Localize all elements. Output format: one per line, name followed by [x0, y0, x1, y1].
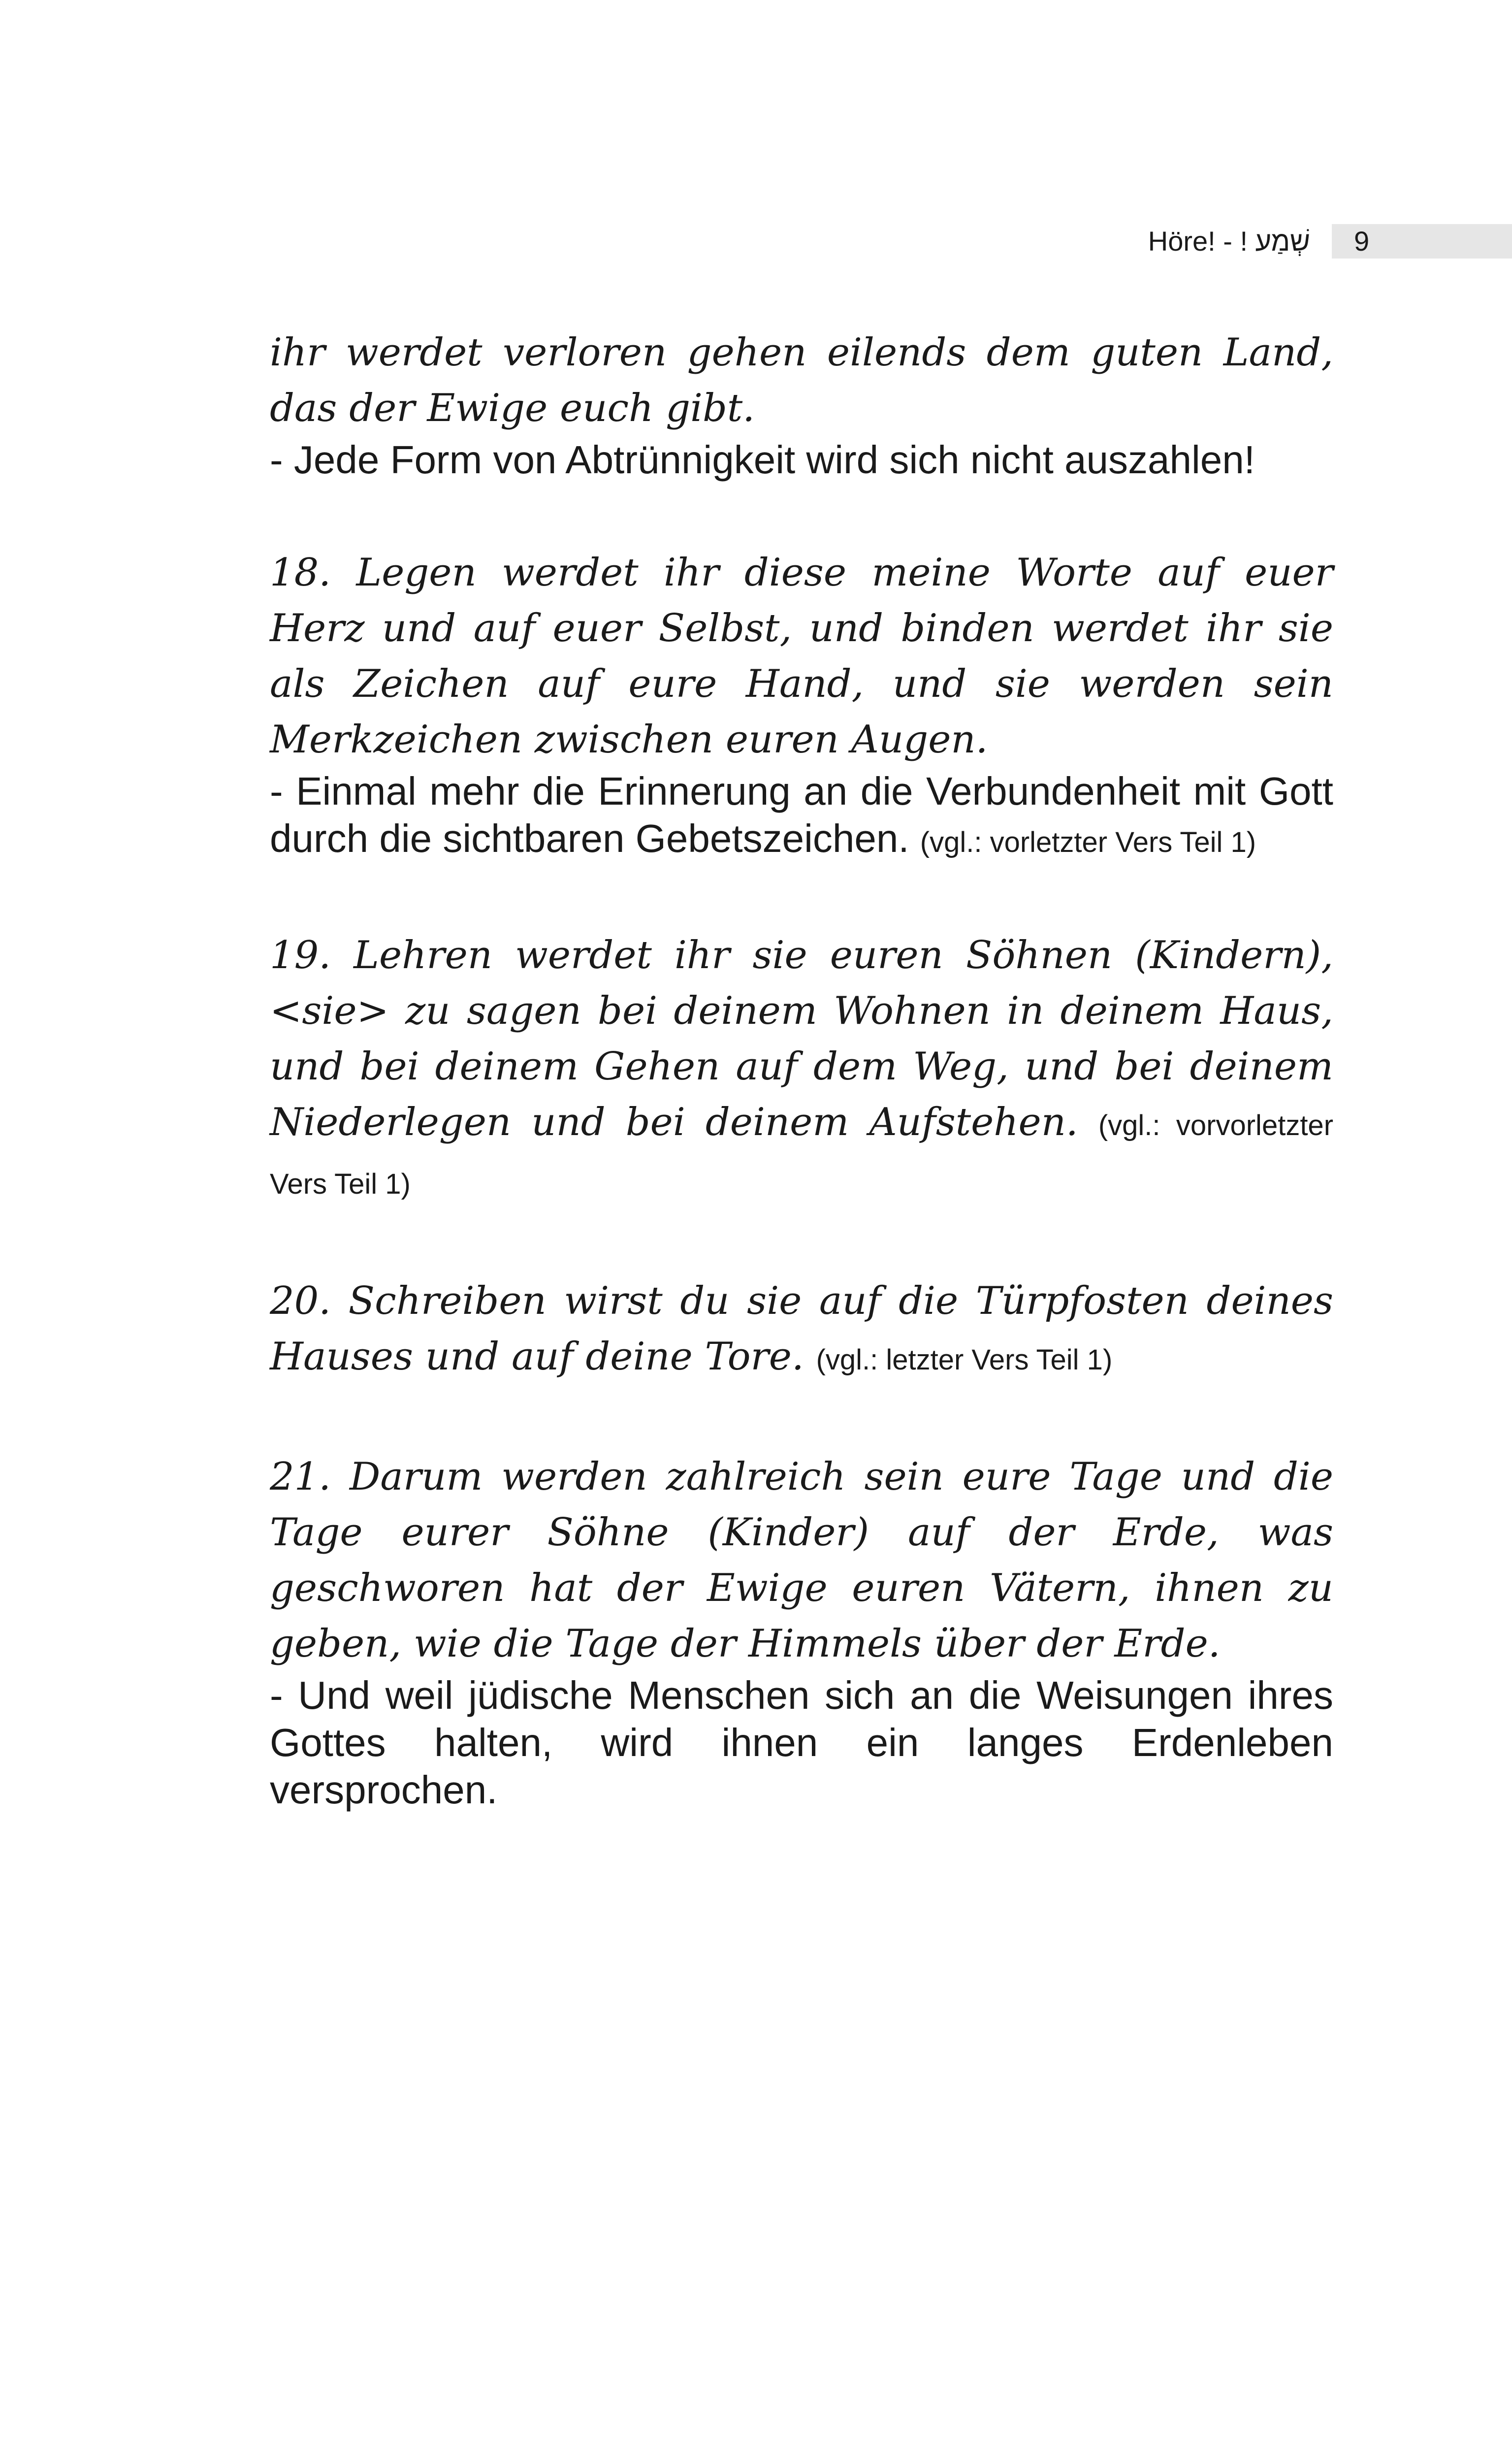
commentary-21: - Und weil jüdische Menschen sich an die Weisungen ihres Gottes halten, wird ihnen ein langes Erdenleben versprochen. [270, 1673, 1333, 1812]
verse-19: 19. Lehren werdet ihr sie euren Söhnen (Kindern), <sie> zu sagen bei deinem Wohnen in deinem Haus, und bei deinem Gehen auf dem Weg, und bei deinem Niederlegen und bei deinem Aufstehen. (vgl.: vorvorletzter Vers Teil 1) [270, 933, 1334, 1200]
page-body [270, 325, 1333, 1814]
cross-reference-18: (vgl.: vorletzter Vers Teil 1) [920, 826, 1256, 858]
verse-20: 20. Schreiben wirst du sie auf die Türpfosten deines Hauses und auf deine Tore. (vgl.: letzter Vers Teil 1) [270, 1279, 1333, 1379]
page-number-box [1332, 224, 1512, 259]
cross-reference-20: (vgl.: letzter Vers Teil 1) [816, 1344, 1113, 1376]
running-header [1132, 224, 1512, 259]
page-number: 9 [1354, 226, 1370, 257]
cross-reference-19: (vgl.: vorvorletzter Vers Teil 1) [270, 1109, 1334, 1200]
verse-17-continuation: ihr werdet verloren gehen eilends dem guten Land, das der Ewige euch gibt. [270, 330, 1333, 430]
commentary-17: - Jede Form von Abtrünnigkeit wird sich nicht auszahlen! [270, 438, 1255, 482]
verse-18: 18. Legen werdet ihr diese meine Worte auf euer Herz und auf euer Selbst, und binden werdet ihr sie als Zeichen auf eure Hand, und sie werden sein Merkzeichen zwischen euren Augen. [270, 551, 1333, 762]
running-header-title: Höre! - ! שְׁמַע [1148, 226, 1310, 257]
verse-21: 21. Darum werden zahlreich sein eure Tage und die Tage eurer Söhne (Kinder) auf der Erde, was geschworen hat der Ewige euren Vätern, ihnen zu geben, wie die Tage der Himmels über der Erde. [270, 1455, 1333, 1666]
commentary-18: - Einmal mehr die Erinnerung an die Verbundenheit mit Gott durch die sichtbaren Gebetszeichen. (vgl.: vorletzter Vers Teil 1) [270, 769, 1333, 860]
